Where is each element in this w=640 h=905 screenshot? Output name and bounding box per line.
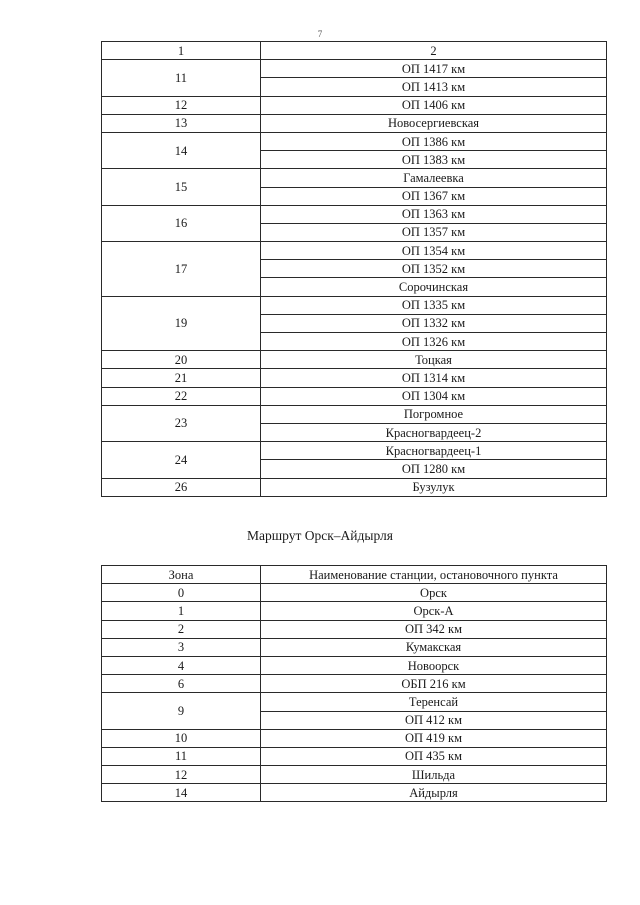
table-row [102, 638, 607, 656]
zone-cell: 26 [102, 478, 261, 496]
zone-cell: 10 [102, 729, 261, 747]
station-cell: ОП 1326 км [261, 333, 607, 351]
station-cell: ОБП 216 км [261, 675, 607, 693]
station-cell: Орск [261, 584, 607, 602]
station-cell: ОП 1354 км [261, 242, 607, 260]
table-row [102, 296, 607, 314]
table-row [102, 132, 607, 150]
table-row [102, 242, 607, 260]
table-header-row [102, 42, 607, 60]
zone-cell: 16 [102, 205, 261, 241]
station-cell: Красногвардеец-1 [261, 442, 607, 460]
station-cell: Шильда [261, 766, 607, 784]
table-row [102, 169, 607, 187]
header-zone-cell: 1 [102, 42, 261, 60]
station-cell: Айдырля [261, 784, 607, 802]
station-cell: Новосергиевская [261, 114, 607, 132]
zone-cell: 12 [102, 766, 261, 784]
table-row [102, 784, 607, 802]
zone-station-table-continued [101, 41, 607, 497]
station-cell: Сорочинская [261, 278, 607, 296]
zone-cell: 2 [102, 620, 261, 638]
station-cell: ОП 419 км [261, 729, 607, 747]
station-cell: Красногвардеец-2 [261, 423, 607, 441]
station-cell: ОП 1367 км [261, 187, 607, 205]
station-cell: ОП 435 км [261, 747, 607, 765]
table-row [102, 584, 607, 602]
station-cell: ОП 1417 км [261, 60, 607, 78]
station-cell: ОП 1413 км [261, 78, 607, 96]
station-cell: Орск-А [261, 602, 607, 620]
table-row [102, 60, 607, 78]
zone-cell: 15 [102, 169, 261, 205]
zone-cell: 4 [102, 656, 261, 674]
station-cell: ОП 342 км [261, 620, 607, 638]
station-cell: ОП 1304 км [261, 387, 607, 405]
header-zone-cell: Зона [102, 566, 261, 584]
table-row [102, 620, 607, 638]
station-cell: Новоорск [261, 656, 607, 674]
zone-cell: 12 [102, 96, 261, 114]
station-cell: Погромное [261, 405, 607, 423]
table-row [102, 693, 607, 711]
header-station-cell: 2 [261, 42, 607, 60]
station-cell: Гамалеевка [261, 169, 607, 187]
table-row [102, 478, 607, 496]
table-row [102, 766, 607, 784]
zone-cell: 3 [102, 638, 261, 656]
table-row [102, 747, 607, 765]
zone-cell: 24 [102, 442, 261, 478]
table-row [102, 602, 607, 620]
table-row [102, 442, 607, 460]
zone-cell: 17 [102, 242, 261, 297]
table-row [102, 369, 607, 387]
zone-cell: 1 [102, 602, 261, 620]
zone-cell: 20 [102, 351, 261, 369]
station-cell: ОП 1352 км [261, 260, 607, 278]
station-cell: ОП 1386 км [261, 132, 607, 150]
table-row [102, 387, 607, 405]
table-row [102, 729, 607, 747]
station-cell: ОП 1280 км [261, 460, 607, 478]
zone-cell: 0 [102, 584, 261, 602]
table-row [102, 205, 607, 223]
zone-station-table-orsk-aidyrlya [101, 565, 607, 802]
table-row [102, 351, 607, 369]
zone-cell: 14 [102, 784, 261, 802]
station-cell: Кумакская [261, 638, 607, 656]
page-number: 7 [317, 29, 323, 39]
zone-cell: 11 [102, 60, 261, 96]
zone-cell: 13 [102, 114, 261, 132]
table-row [102, 405, 607, 423]
zone-cell: 21 [102, 369, 261, 387]
station-cell: ОП 1332 км [261, 314, 607, 332]
zone-cell: 22 [102, 387, 261, 405]
header-station-cell: Наименование станции, остановочного пункта [261, 566, 607, 584]
station-cell: Бузулук [261, 478, 607, 496]
station-cell: ОП 1383 км [261, 151, 607, 169]
station-cell: ОП 1335 км [261, 296, 607, 314]
station-cell: ОП 1406 км [261, 96, 607, 114]
zone-cell: 14 [102, 132, 261, 168]
station-cell: ОП 412 км [261, 711, 607, 729]
table-row [102, 675, 607, 693]
zone-cell: 6 [102, 675, 261, 693]
station-cell: Тоцкая [261, 351, 607, 369]
zone-cell: 11 [102, 747, 261, 765]
table-row [102, 656, 607, 674]
zone-cell: 9 [102, 693, 261, 729]
zone-cell: 19 [102, 296, 261, 351]
table-header-row [102, 566, 607, 584]
zone-cell: 23 [102, 405, 261, 441]
station-cell: ОП 1363 км [261, 205, 607, 223]
station-cell: ОП 1314 км [261, 369, 607, 387]
table-row [102, 96, 607, 114]
table-row [102, 114, 607, 132]
route-title: Маршрут Орск–Айдырля [247, 528, 393, 543]
station-cell: Теренсай [261, 693, 607, 711]
station-cell: ОП 1357 км [261, 223, 607, 241]
